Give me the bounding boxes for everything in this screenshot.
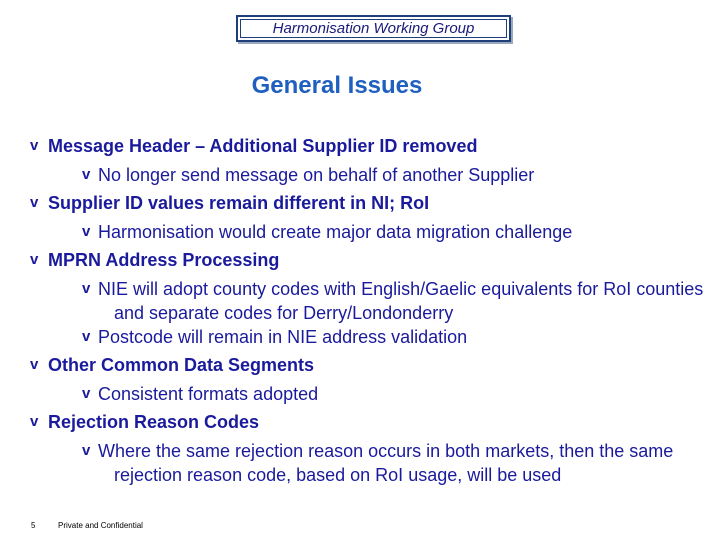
bullet-text: Where the same rejection reason occurs in both markets, then the same rejection reason code, based on RoI usage, will be used (98, 440, 674, 485)
bullet-item (30, 248, 710, 277)
diamond-bullet-icon: v (30, 251, 39, 268)
sub-bullet-item (30, 163, 710, 192)
footer-text: Private and Confidential (58, 521, 143, 530)
diamond-bullet-icon: v (82, 384, 91, 402)
sub-bullet-item (30, 277, 710, 325)
sub-bullet-item (30, 220, 710, 249)
bullet-text: MPRN Address Processing (48, 250, 280, 270)
diamond-bullet-icon: v (82, 165, 91, 183)
header-label: Harmonisation Working Group (272, 20, 475, 37)
diamond-bullet-icon: v (82, 222, 91, 240)
sub-bullet-item (30, 439, 710, 487)
bullet-text: Other Common Data Segments (48, 355, 315, 375)
bullet-list (30, 134, 710, 487)
bullet-item (30, 134, 710, 163)
bullet-text: Postcode will remain in NIE address validation (98, 326, 468, 347)
bullet-text: Rejection Reason Codes (48, 412, 260, 432)
bullet-text: No longer send message on behalf of another Supplier (98, 164, 535, 185)
bullet-item (30, 410, 710, 439)
bullet-text: Message Header – Additional Supplier ID removed (48, 136, 478, 156)
bullet-text: NIE will adopt county codes with English/Gaelic equivalents for RoI counties and separate codes for Derry/Londonderry (98, 278, 704, 323)
sub-bullet-item (30, 382, 710, 411)
diamond-bullet-icon: v (82, 441, 91, 459)
diamond-bullet-icon: v (30, 356, 39, 373)
slide-title: General Issues (251, 72, 423, 99)
bullet-item (30, 353, 710, 382)
diamond-bullet-icon: v (82, 279, 91, 297)
bullet-item (30, 191, 710, 220)
header-banner (236, 15, 511, 42)
diamond-bullet-icon: v (30, 413, 39, 430)
bullet-text: Harmonisation would create major data migration challenge (98, 221, 573, 242)
bullet-text: Supplier ID values remain different in NI; RoI (48, 193, 430, 213)
diamond-bullet-icon: v (30, 137, 39, 154)
bullet-text: Consistent formats adopted (98, 383, 319, 404)
diamond-bullet-icon: v (30, 194, 39, 211)
page-number: 5 (31, 521, 36, 530)
diamond-bullet-icon: v (82, 327, 91, 345)
sub-bullet-item (30, 325, 710, 354)
